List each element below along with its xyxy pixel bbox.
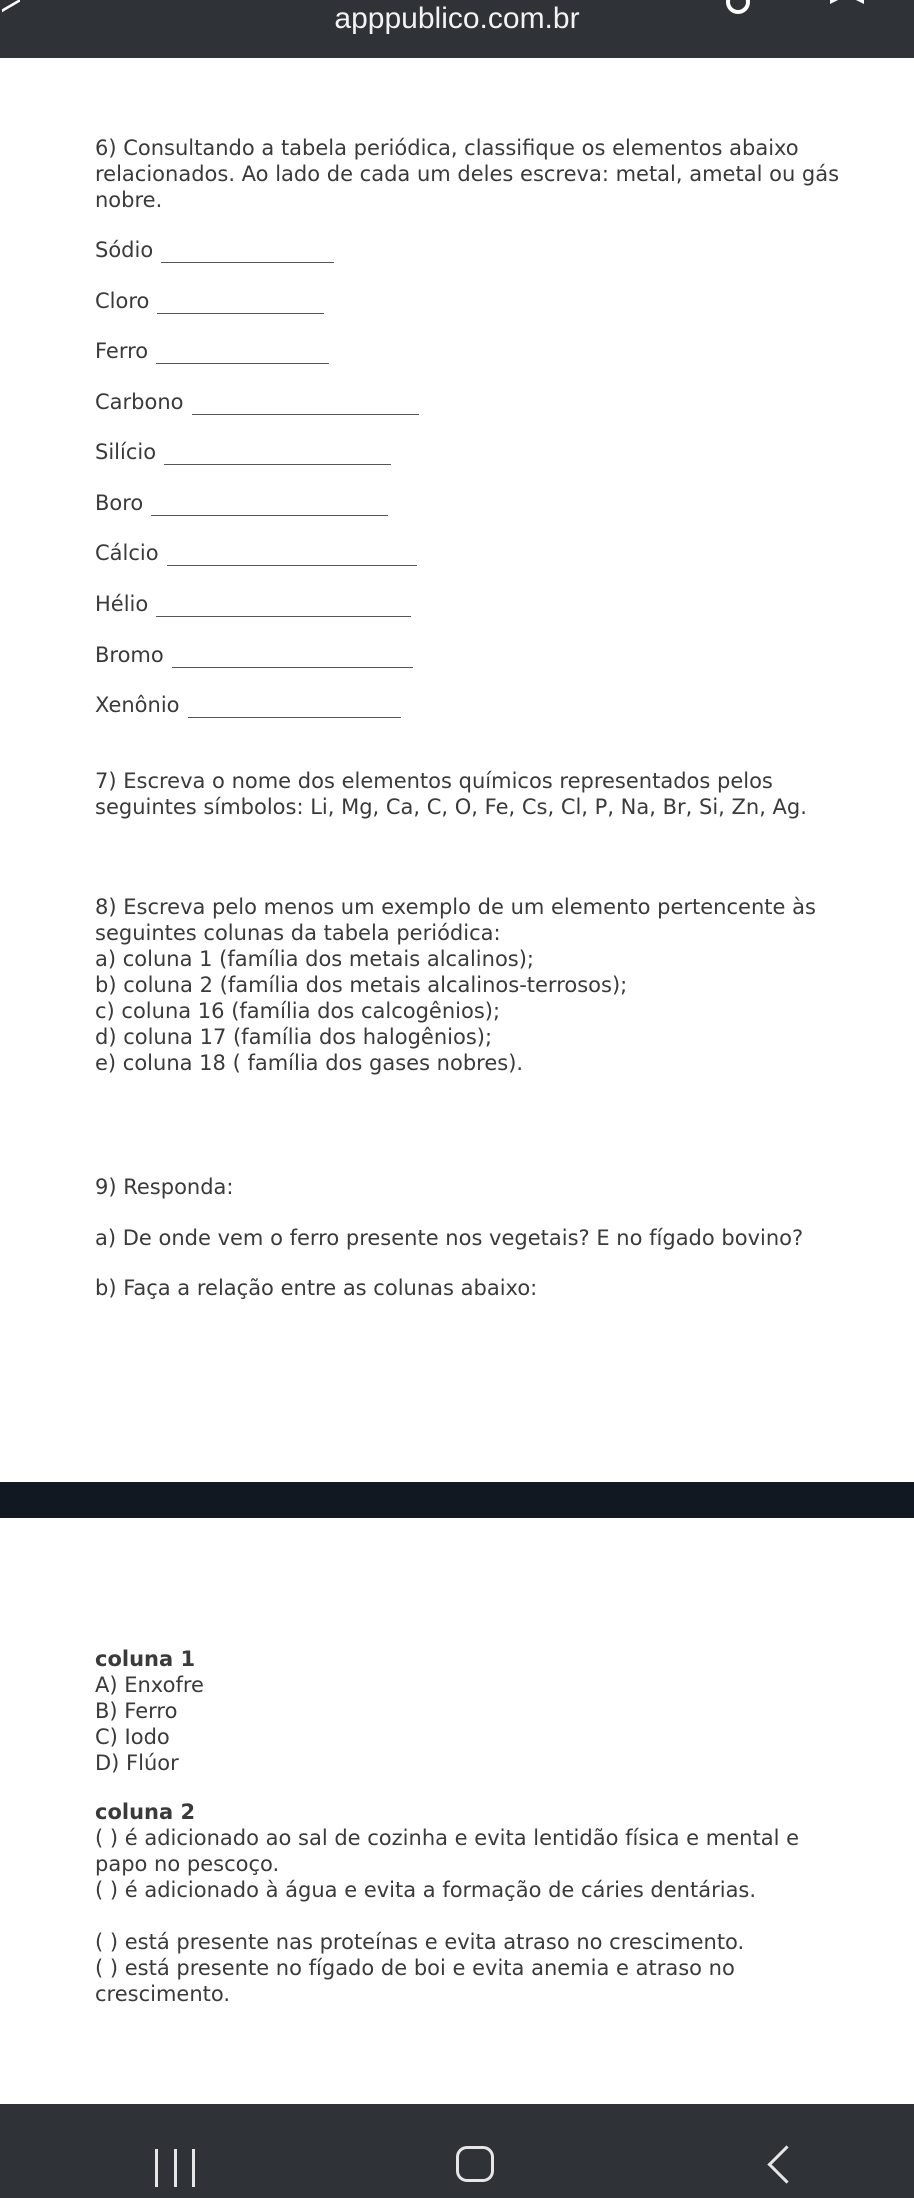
- answer-blank[interactable]: [156, 596, 411, 617]
- q6-item-xenonio: Xenônio: [95, 692, 401, 718]
- q8-option-c: c) coluna 16 (família dos calcogênios);: [95, 999, 501, 1023]
- coluna-2: [95, 1799, 855, 2007]
- q6-item-helio: Hélio: [95, 591, 411, 617]
- answer-blank[interactable]: [167, 545, 417, 566]
- q6-item-sodio: Sódio: [95, 237, 334, 263]
- coluna-2-item: ( ) é adicionado à água e evita a formação de cáries dentárias.: [95, 1878, 757, 1902]
- page-divider: [0, 1482, 914, 1518]
- q6-item-bromo: Bromo: [95, 642, 413, 668]
- address-bar-url[interactable]: apppublico.com.br: [334, 2, 580, 35]
- coluna-1-item: A) Enxofre: [95, 1673, 204, 1697]
- coluna-1-item: D) Flúor: [95, 1751, 179, 1775]
- question-7-title: 7) Escreva o nome dos elementos químicos representados pelos seguintes símbolos: Li, Mg, Ca, C, O, Fe, Cs, Cl, P, Na, Br, Si, Zn, Ag.: [95, 769, 807, 819]
- q6-item-silicio: Silício: [95, 439, 391, 465]
- answer-blank[interactable]: [151, 495, 388, 516]
- answer-blank[interactable]: [157, 293, 324, 314]
- coluna-2-item: ( ) está presente no fígado de boi e evita anemia e atraso no crescimento.: [95, 1956, 735, 2006]
- home-icon[interactable]: [456, 2146, 494, 2182]
- question-6-title: 6) Consultando a tabela periódica, classifique os elementos abaixo relacionados. Ao lado de cada um deles escreva: metal, ametal ou gás nobre.: [95, 136, 840, 212]
- answer-blank[interactable]: [156, 343, 329, 364]
- back-icon[interactable]: [767, 2145, 805, 2183]
- answer-blank[interactable]: [161, 242, 334, 263]
- q6-item-calcio: Cálcio: [95, 540, 417, 566]
- coluna-1: [95, 1646, 855, 1776]
- question-8-title: 8) Escreva pelo menos um exemplo de um elemento pertencente às seguintes colunas da tabela periódica:: [95, 895, 816, 945]
- question-9-b: b) Faça a relação entre as colunas abaixo:: [95, 1276, 538, 1300]
- browser-toolbar: [0, 0, 914, 58]
- q6-item-carbono: Carbono: [95, 389, 419, 415]
- q6-item-ferro: Ferro: [95, 338, 329, 364]
- q6-item-cloro: Cloro: [95, 288, 324, 314]
- q8-option-a: a) coluna 1 (família dos metais alcalinos);: [95, 947, 535, 971]
- question-9-title: 9) Responda:: [95, 1175, 234, 1199]
- answer-blank[interactable]: [172, 647, 413, 668]
- answer-blank[interactable]: [164, 444, 391, 465]
- question-9-a: a) De onde vem o ferro presente nos vegetais? E no fígado bovino?: [95, 1226, 804, 1250]
- recent-apps-icon[interactable]: [155, 2149, 195, 2187]
- coluna-1-item: C) Iodo: [95, 1725, 170, 1749]
- system-navigation-bar: [0, 2104, 914, 2198]
- coluna-2-heading: coluna 2: [95, 1800, 196, 1824]
- q8-option-e: e) coluna 18 ( família dos gases nobres).: [95, 1051, 524, 1075]
- question-8-options: [95, 946, 855, 1076]
- q8-option-b: b) coluna 2 (família dos metais alcalinos-terrosos);: [95, 973, 628, 997]
- answer-blank[interactable]: [188, 697, 401, 718]
- coluna-1-item: B) Ferro: [95, 1699, 178, 1723]
- q8-option-d: d) coluna 17 (família dos halogênios);: [95, 1025, 493, 1049]
- coluna-1-heading: coluna 1: [95, 1647, 196, 1671]
- q6-item-boro: Boro: [95, 490, 388, 516]
- answer-blank[interactable]: [192, 394, 419, 415]
- coluna-2-item: ( ) é adicionado ao sal de cozinha e evita lentidão física e mental e papo no pescoço.: [95, 1826, 799, 1876]
- coluna-2-item: ( ) está presente nas proteínas e evita atraso no crescimento.: [95, 1930, 745, 1954]
